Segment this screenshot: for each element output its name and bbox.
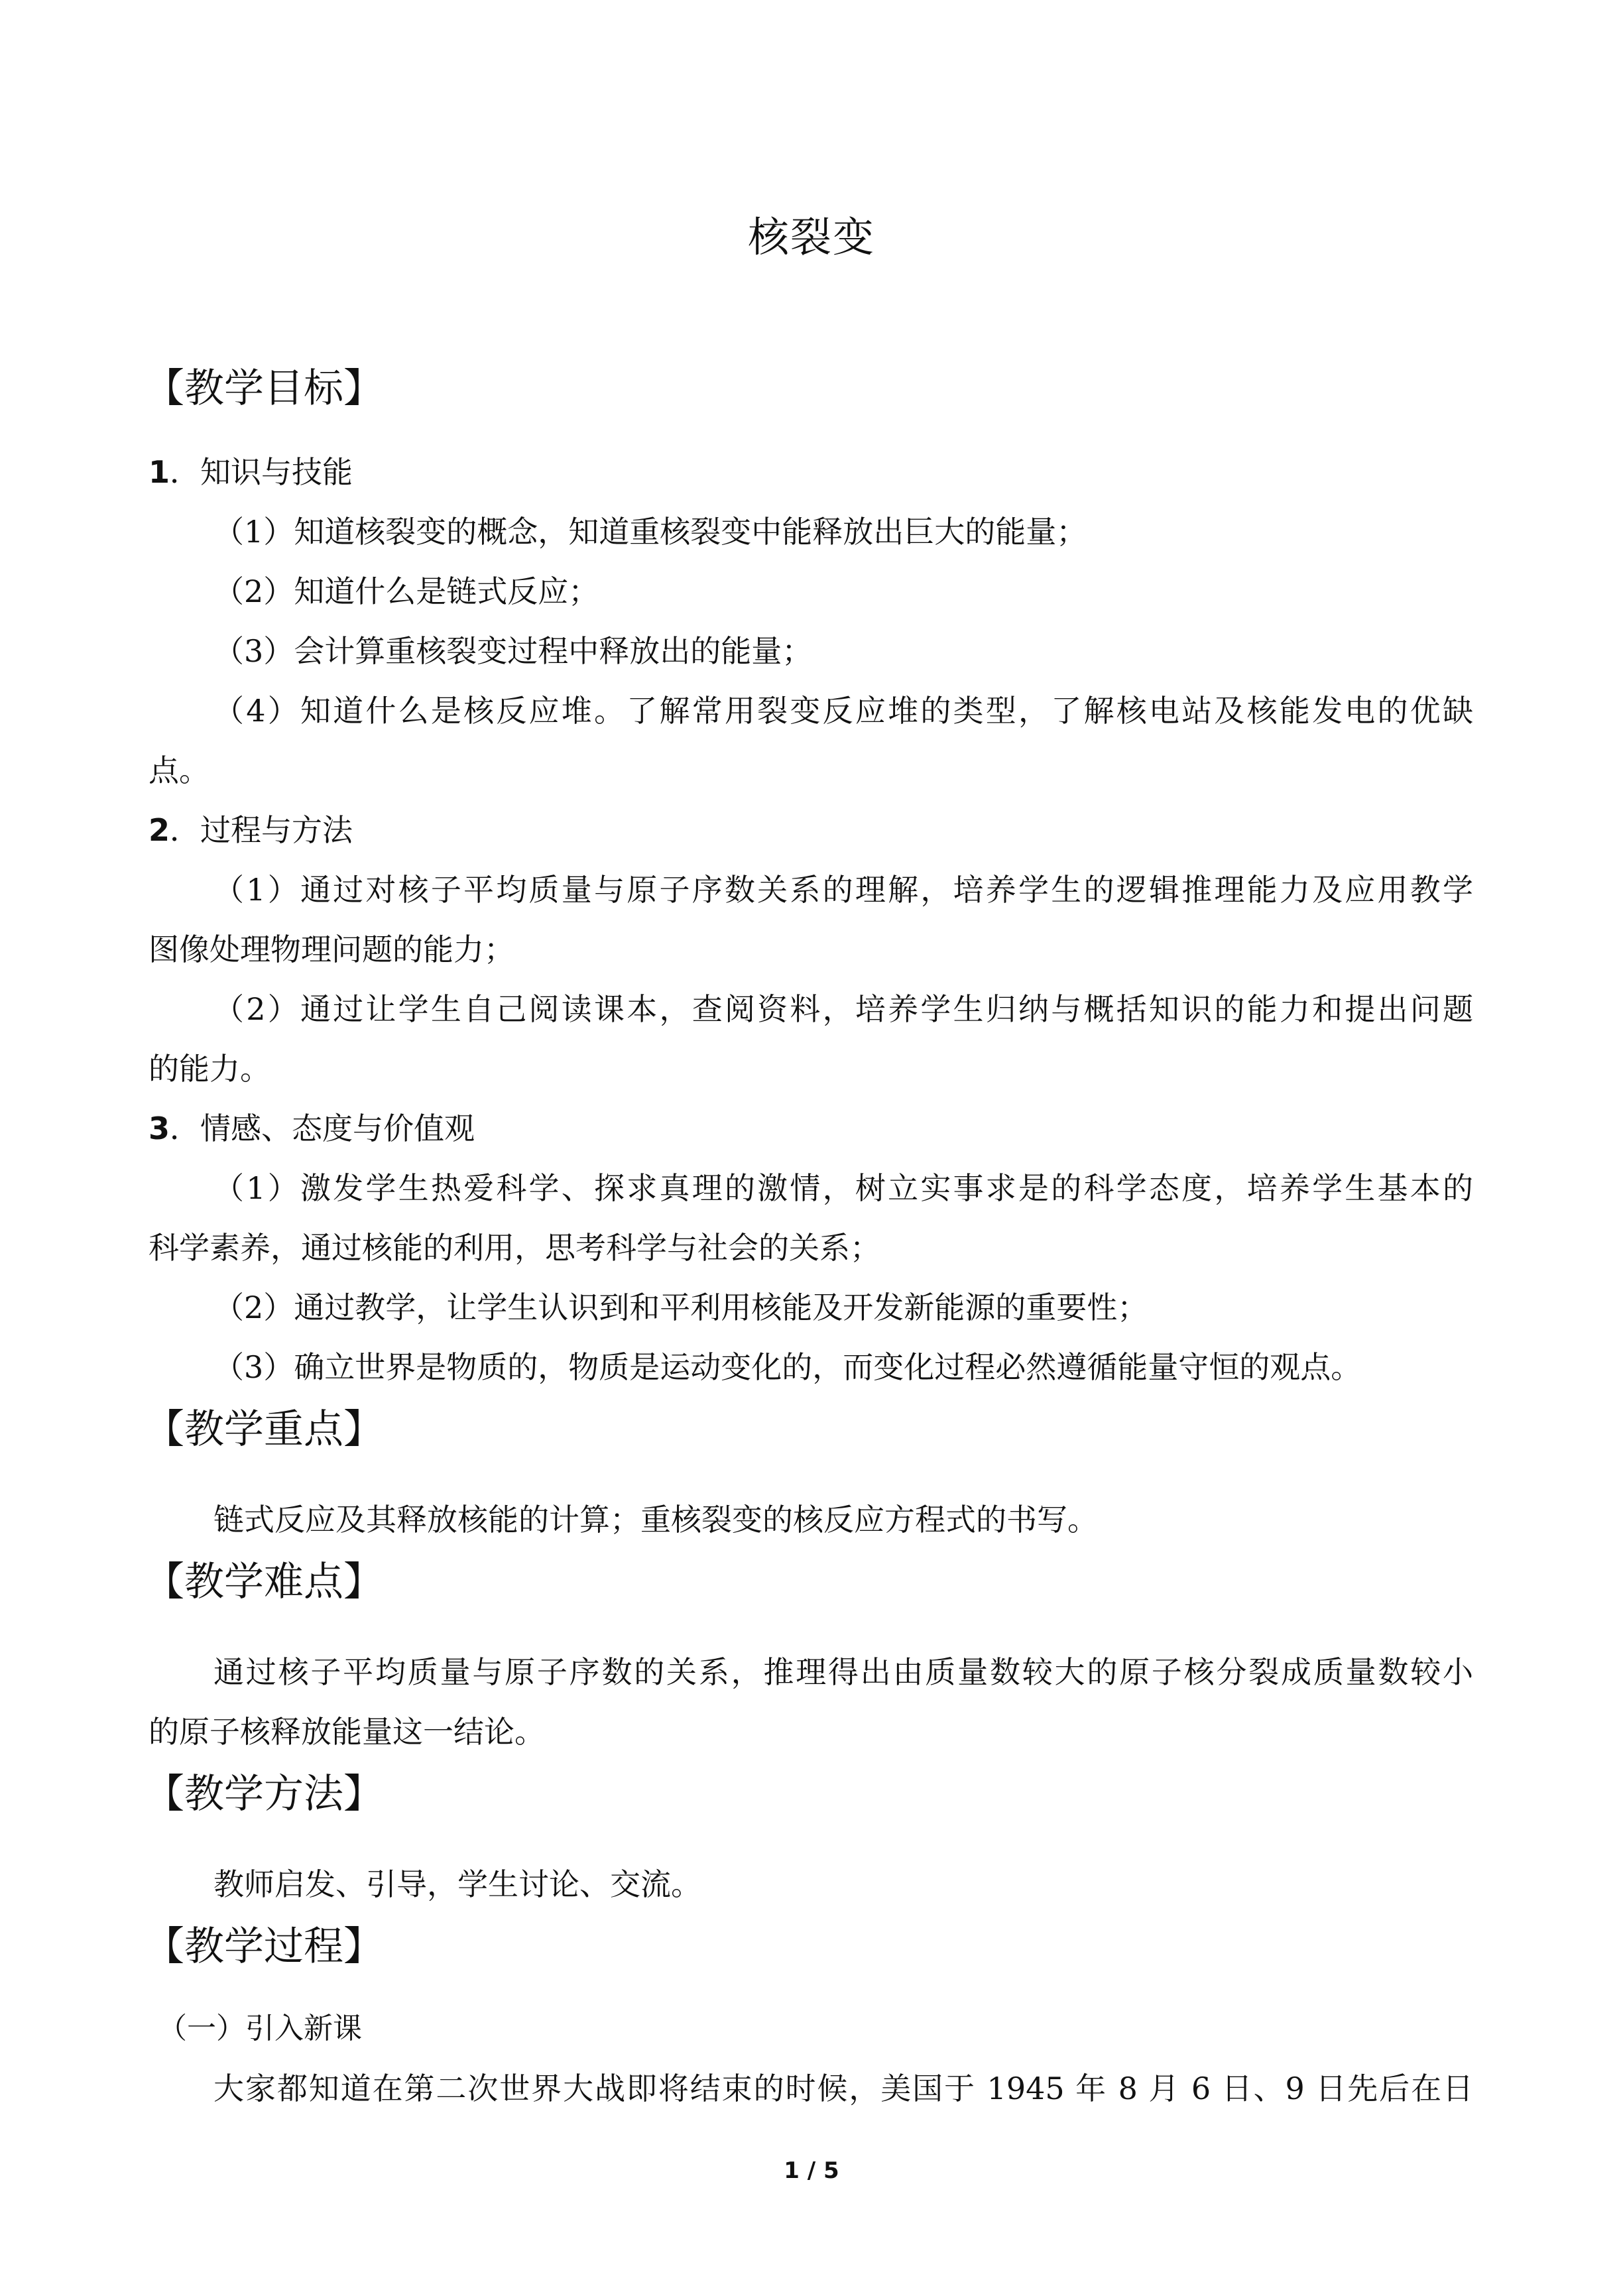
page-number: 1 / 5 <box>784 2157 839 2184</box>
emotion-item-2: （2）通过教学，让学生认识到和平利用核能及开发新能源的重要性； <box>213 1290 1148 1325</box>
heading-difficulties: 【教学难点】 <box>145 1559 383 1605</box>
knowledge-item-4-cont: 点。 <box>149 753 210 788</box>
subheading-number: 2 <box>149 812 170 848</box>
subheading-number: 3 <box>149 1111 170 1146</box>
page-title: 核裂变 <box>747 213 875 261</box>
difficulties-line-1: 通过核子平均质量与原子序数的关系，推理得出由质量数较大的原子核分裂成质量数较小 <box>213 1654 1473 1690</box>
heading-methods: 【教学方法】 <box>145 1771 383 1817</box>
process-item-2: （2）通过让学生自己阅读课本，查阅资料，培养学生归纳与概括知识的能力和提出问题 <box>213 991 1473 1027</box>
process-line-1: 大家都知道在第二次世界大战即将结束的时候，美国于 1945 年 8 月 6 日、9 日先后在日 <box>213 2071 1473 2106</box>
subheading-label: ．知识与技能 <box>170 454 353 490</box>
knowledge-item-4: （4）知道什么是核反应堆。了解常用裂变反应堆的类型，了解核电站及核能发电的优缺 <box>213 693 1473 729</box>
key-points-text: 链式反应及其释放核能的计算；重核裂变的核反应方程式的书写。 <box>213 1502 1098 1538</box>
subheading-process <box>149 810 353 850</box>
emotion-item-1: （1）激发学生热爱科学、探求真理的激情，树立实事求是的科学态度，培养学生基本的 <box>213 1170 1473 1206</box>
emotion-item-3: （3）确立世界是物质的，物质是运动变化的，而变化过程必然遵循能量守恒的观点。 <box>213 1349 1362 1385</box>
heading-objectives: 【教学目标】 <box>145 365 383 412</box>
process-step-1: （一）引入新课 <box>158 2012 362 2045</box>
emotion-item-1-cont: 科学素养，通过核能的利用，思考科学与社会的关系； <box>149 1230 880 1266</box>
subheading-label: ．过程与方法 <box>170 812 353 848</box>
subheading-emotion <box>149 1109 475 1148</box>
heading-key-points: 【教学重点】 <box>145 1406 383 1453</box>
methods-text: 教师启发、引导，学生讨论、交流。 <box>213 1866 701 1902</box>
heading-process: 【教学过程】 <box>145 1923 383 1970</box>
knowledge-item-3: （3）会计算重核裂变过程中释放出的能量； <box>213 633 813 669</box>
subheading-knowledge <box>149 452 353 492</box>
knowledge-item-1: （1）知道核裂变的概念，知道重核裂变中能释放出巨大的能量； <box>213 514 1087 550</box>
process-item-2-cont: 的能力。 <box>149 1051 270 1087</box>
difficulties-line-2: 的原子核释放能量这一结论。 <box>149 1714 545 1750</box>
knowledge-item-2: （2）知道什么是链式反应； <box>213 574 599 609</box>
subheading-label: ．情感、态度与价值观 <box>170 1111 475 1146</box>
subheading-number: 1 <box>149 454 170 490</box>
process-item-1-cont: 图像处理物理问题的能力； <box>149 932 514 967</box>
process-item-1: （1）通过对核子平均质量与原子序数关系的理解，培养学生的逻辑推理能力及应用教学 <box>213 872 1473 908</box>
